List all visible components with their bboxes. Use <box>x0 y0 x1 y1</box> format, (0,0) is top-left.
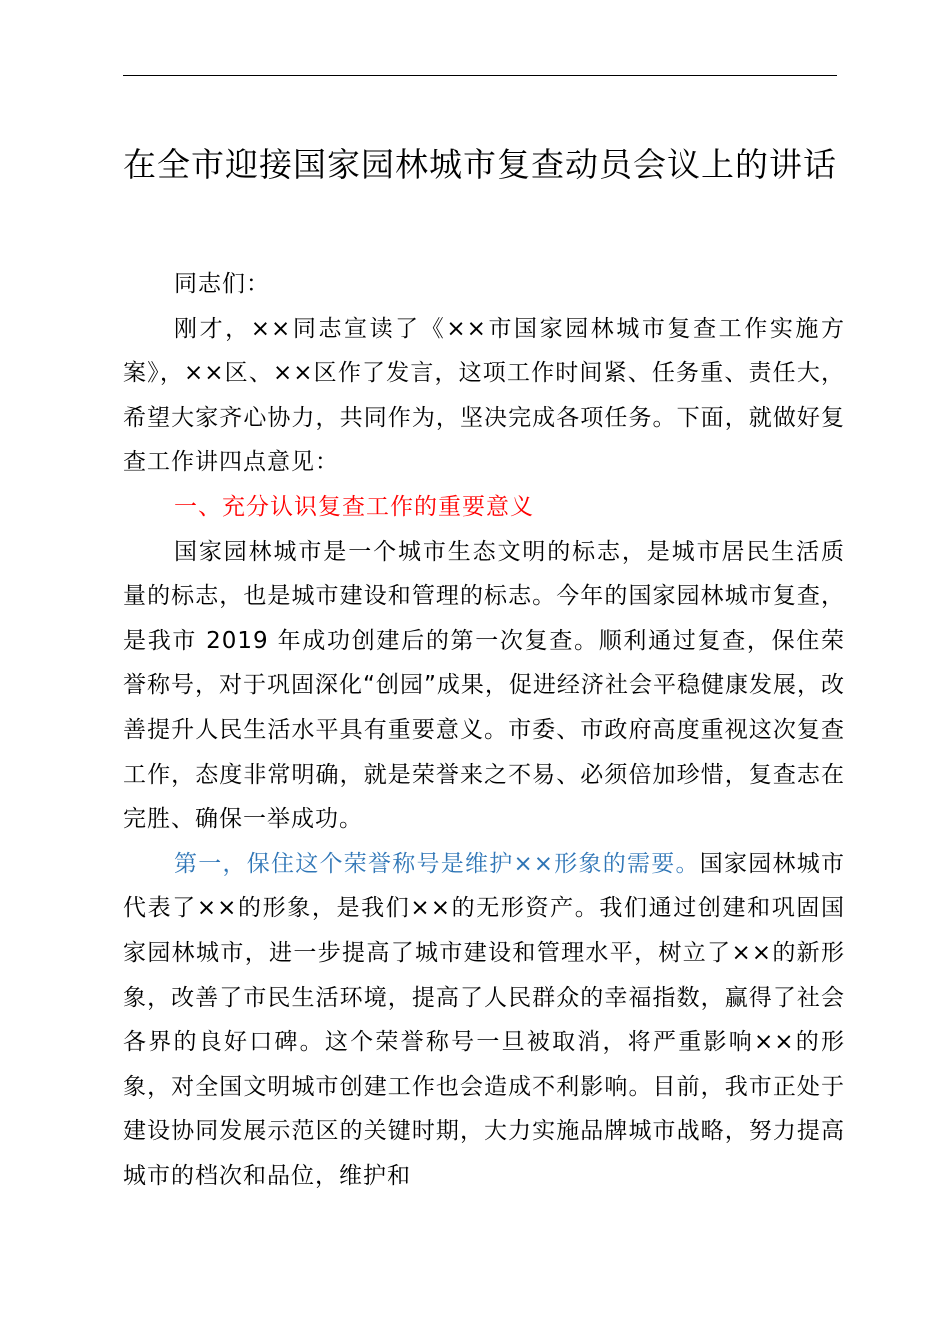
document-title: 在全市迎接国家园林城市复查动员会议上的讲话 <box>123 145 837 184</box>
intro-paragraph: 刚才，××同志宣读了《××市国家园林城市复查工作实施方案》，××区、××区作了发言，这项工作时间紧、任务重、责任大，希望大家齐心协力，共同作为，坚决完成各项任务。下面，就做好复查工作讲四点意见： <box>123 315 845 476</box>
point-lead-sentence: 第一，保住这个荣誉称号是维护××形象的需要。 <box>174 850 700 877</box>
header-rule <box>123 75 837 76</box>
salutation: 同志们： <box>174 271 270 297</box>
document-body <box>123 262 845 1198</box>
section-paragraph: 国家园林城市是一个城市生态文明的标志，是城市居民生活质量的标志，也是城市建设和管理的标志。今年的国家园林城市复查，是我市 2019 年成功创建后的第一次复查。顺利通过复查，保住荣誉称号，对于巩固深化“创园”成果，促进经济社会平稳健康发展，改善提升人民生活水平具有重要意义。市委、市政府高度重视这次复查工作，态度非常明确，就是荣誉来之不易、必须倍加珍惜，复查志在完胜、确保一举成功。 <box>123 538 845 833</box>
point-paragraph <box>123 842 845 1199</box>
section-heading: 一、充分认识复查工作的重要意义 <box>174 493 534 520</box>
point-body-text: 国家园林城市代表了××的形象，是我们××的无形资产。我们通过创建和巩固国家园林城市，进一步提高了城市建设和管理水平，树立了××的新形象，改善了市民生活环境，提高了人民群众的幸福指数，赢得了社会各界的良好口碑。这个荣誉称号一旦被取消，将严重影响××的形象，对全国文明城市创建工作也会造成不利影响。目前，我市正处于建设协同发展示范区的关键时期，大力实施品牌城市战略，努力提高城市的档次和品位，维护和 <box>123 850 846 1189</box>
